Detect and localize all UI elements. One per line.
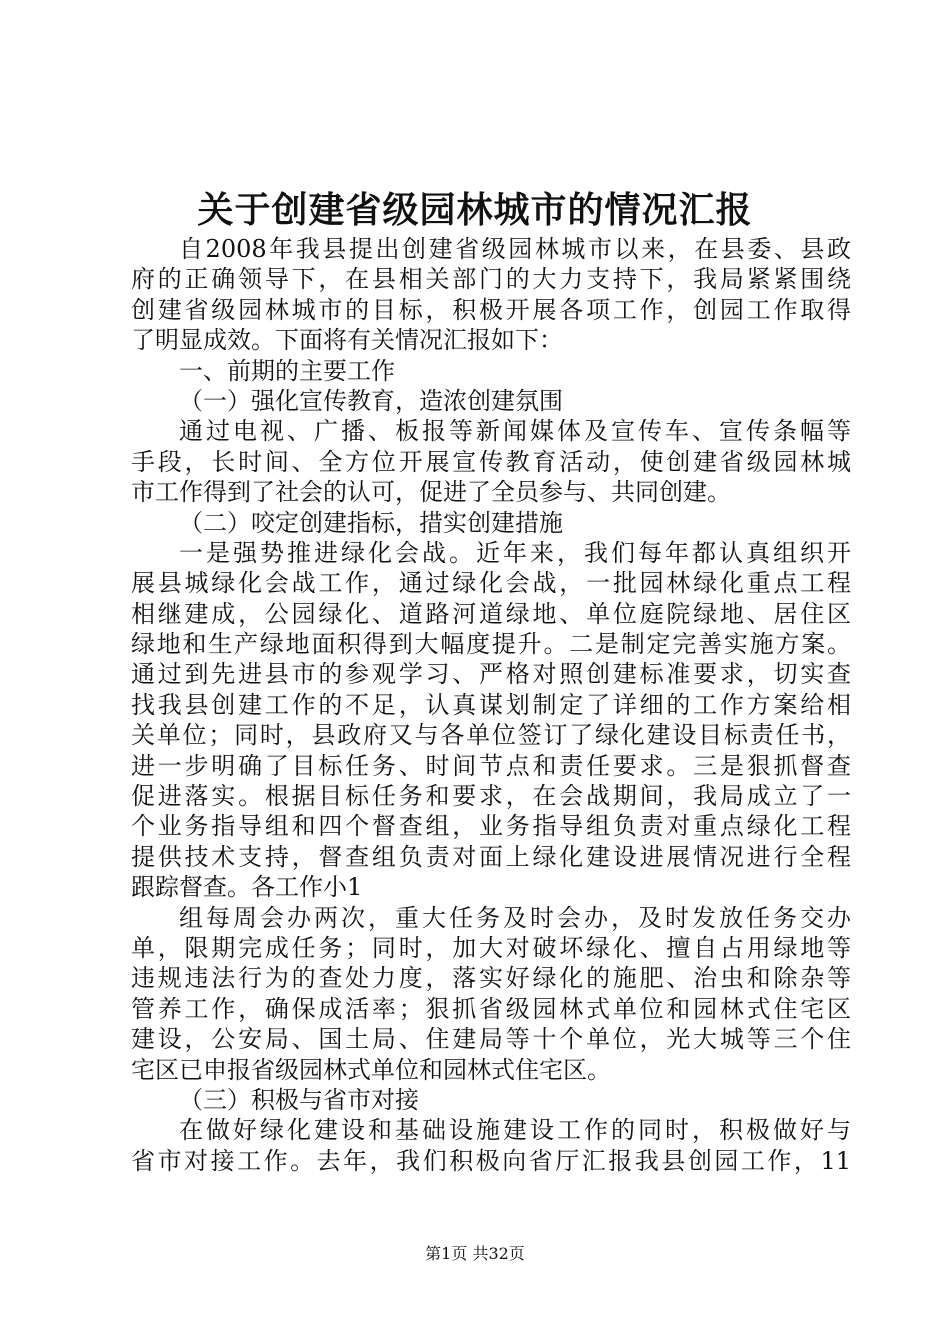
paragraph-line: 找我县创建工作的不足，认真谋划制定了详细的工作方案给相 (131, 690, 851, 719)
paragraph-line: 单，限期完成任务；同时，加大对破坏绿化、擅自占用绿地等 (131, 933, 851, 962)
paragraph-line: 了明显成效。下面将有关情况汇报如下： (131, 326, 563, 355)
paragraph-line: 市工作得到了社会的认可，促进了全员参与、共同创建。 (131, 478, 731, 507)
document-title: 关于创建省级园林城市的情况汇报 (197, 189, 753, 231)
paragraph-line: 相继建成，公园绿化、道路河道绿地、单位庭院绿地、居住区 (131, 599, 851, 628)
paragraph-line: 自2008年我县提出创建省级园林城市以来，在县委、县政 (179, 235, 851, 263)
paragraph-line: （二）咬定创建指标，措实创建措施 (179, 508, 563, 537)
paragraph-line: 一是强势推进绿化会战。近年来，我们每年都认真组织开 (179, 538, 851, 567)
paragraph-line: 创建省级园林城市的目标，积极开展各项工作，创园工作取得 (131, 295, 851, 324)
paragraph-line: 一、前期的主要工作 (179, 356, 395, 385)
paragraph-line: 省市对接工作。去年，我们积极向省厅汇报我县创园工作，11 (131, 1146, 851, 1175)
paragraph-line: 关单位；同时，县政府又与各单位签订了绿化建设目标责任书， (131, 721, 851, 750)
paragraph-line: 在做好绿化建设和基础设施建设工作的同时，积极做好与 (179, 1116, 851, 1145)
paragraph-line: 管养工作，确保成活率；狠抓省级园林式单位和园林式住宅区 (131, 994, 851, 1023)
paragraph-line: （一）强化宣传教育，造浓创建氛围 (179, 386, 563, 415)
paragraph-line: （三）积极与省市对接 (179, 1085, 419, 1114)
paragraph-line: 个业务指导组和四个督查组，业务指导组负责对重点绿化工程 (131, 812, 851, 841)
paragraph-line: 促进落实。根据目标任务和要求，在会战期间，我局成立了一 (131, 782, 851, 811)
page-footer: 第1页 共32页 (425, 1244, 525, 1263)
paragraph-line: 提供技术支持，督查组负责对面上绿化建设进展情况进行全程 (131, 842, 851, 871)
paragraph-line: 违规违法行为的查处力度，落实好绿化的施肥、治虫和除杂等 (131, 964, 851, 993)
document-body (131, 234, 851, 1176)
paragraph-line: 展县城绿化会战工作，通过绿化会战，一批园林绿化重点工程 (131, 569, 851, 598)
paragraph-line: 组每周会办两次，重大任务及时会办，及时发放任务交办 (179, 903, 851, 932)
paragraph-line: 府的正确领导下，在县相关部门的大力支持下，我局紧紧围绕 (131, 265, 851, 294)
paragraph-line: 通过电视、广播、板报等新闻媒体及宣传车、宣传条幅等 (179, 417, 851, 446)
paragraph-line: 手段，长时间、全方位开展宣传教育活动，使创建省级园林城 (131, 447, 851, 476)
paragraph-line: 建设，公安局、国土局、住建局等十个单位，光大城等三个住 (131, 1025, 851, 1054)
paragraph-line: 通过到先进县市的参观学习、严格对照创建标准要求，切实查 (131, 660, 851, 689)
paragraph-line: 跟踪督查。各工作小1 (131, 873, 363, 902)
paragraph-line: 宅区已申报省级园林式单位和园林式住宅区。 (131, 1055, 611, 1084)
paragraph-line: 进一步明确了目标任务、时间节点和责任要求。三是狠抓督查 (131, 751, 851, 780)
paragraph-line: 绿地和生产绿地面积得到大幅度提升。二是制定完善实施方案。 (131, 630, 851, 659)
